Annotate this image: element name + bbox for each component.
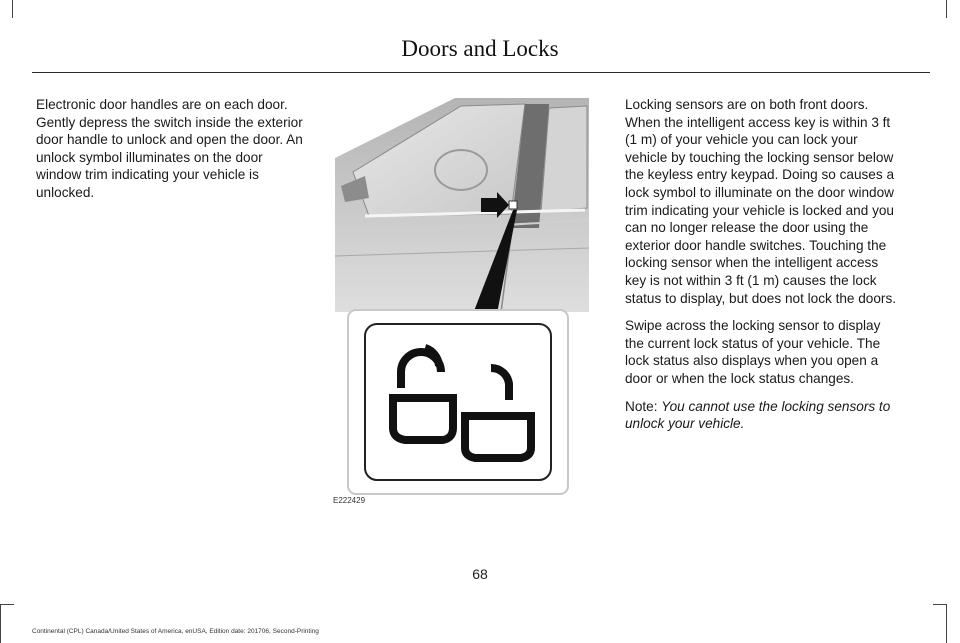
- crop-mark: [946, 0, 947, 18]
- swipe-paragraph: Swipe across the locking sensor to display the current lock status of your vehicle. The lock status also displays when you open a door or when the lock status changes.: [625, 318, 881, 386]
- left-column: [36, 96, 306, 202]
- note-label: Note:: [625, 398, 658, 414]
- note: [625, 398, 897, 433]
- crop-mark: [0, 604, 1, 643]
- crop-mark: [0, 604, 14, 605]
- crop-mark: [946, 604, 947, 643]
- handles-paragraph: Electronic door handles are on each door. Gently depress the switch inside the exterior door handle to unlock and open the door. An unlock symbol illuminates on the door window trim indicating your vehicle is unlocked.: [36, 97, 303, 200]
- locking-sensors-paragraph: Locking sensors are on both front doors. When the intelligent access key is within 3 ft (1 m) of your vehicle you can lock your vehicle by touching the locking sensor below the keyless entry keypad. Doing so causes a lock symbol to illuminate on the door window trim indicating your vehicle is locked and you can no longer release the door using the exterior door handle switches. Touching the locking sensor when the intelligent access key is not within 3 ft (1 m) causes the lock status to display, but does not lock the doors.: [625, 97, 897, 306]
- header-rule: [32, 72, 930, 73]
- crop-mark: [12, 0, 13, 18]
- right-column: [625, 96, 897, 443]
- page-number: 68: [472, 566, 488, 582]
- edition-footer: Continental (CPL) Canada/United States of America, enUSA, Edition date: 201706, Second-Printing: [32, 628, 319, 635]
- page-title: Doors and Locks: [401, 36, 559, 61]
- note-text: You cannot use the locking sensors to unlock your vehicle.: [625, 398, 891, 432]
- crop-mark: [933, 604, 947, 605]
- figure-id: E222429: [333, 496, 366, 505]
- door-illustration: [335, 98, 589, 510]
